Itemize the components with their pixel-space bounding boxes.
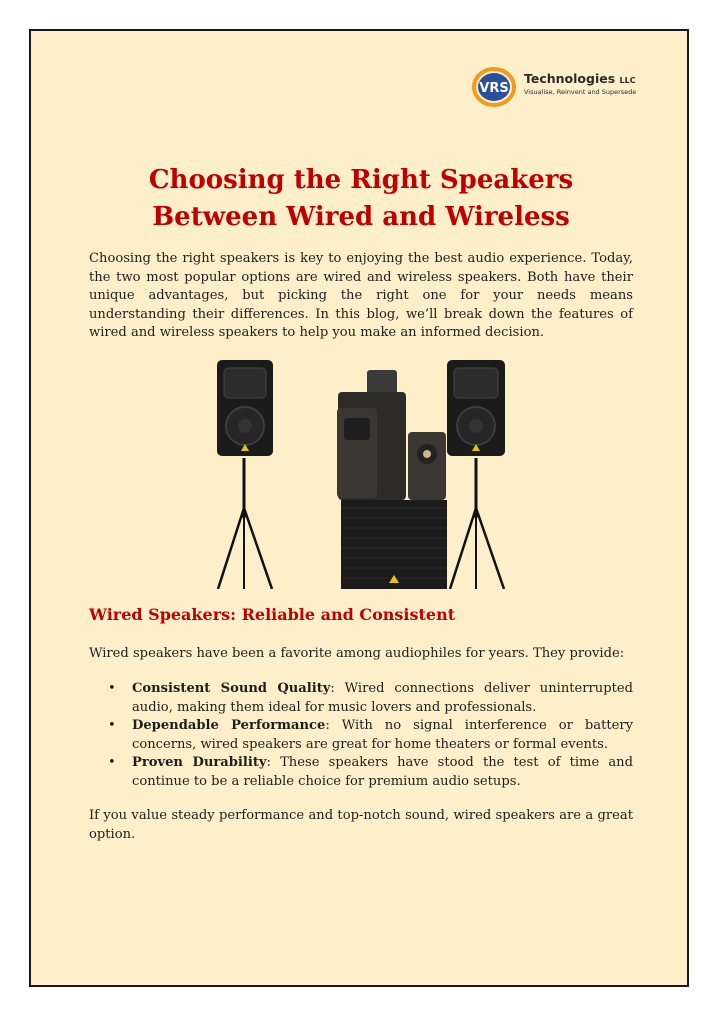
speakers-image [214, 358, 506, 589]
company-logo [472, 65, 662, 109]
center-speakers-icon [337, 370, 447, 589]
vrs-logo-mark-icon [472, 65, 522, 109]
bullet-icon: • [108, 718, 116, 733]
list-item: • Dependable Performance: With no signal interference or battery concerns, wired speakers are great for home theaters or formal events. [108, 718, 634, 752]
left-speaker-icon [217, 360, 273, 589]
bullet-icon: • [108, 681, 116, 696]
right-speaker-icon [447, 360, 505, 589]
page [29, 29, 689, 987]
logo-company-name: Technologies LLC [524, 71, 636, 86]
section-heading: Wired Speakers: Reliable and Consistent [89, 605, 456, 624]
bullet-icon: • [108, 755, 116, 770]
list-item: • Consistent Sound Quality: Wired connections deliver uninterrupted audio, making them ideal for music lovers and professionals. [108, 681, 633, 715]
logo-tagline: Visualise, Reinvent and Supersede [524, 88, 637, 96]
section-lead: Wired speakers have been a favorite among audiophiles for years. They provide: [89, 646, 625, 661]
closing-paragraph: If you value steady performance and top-notch sound, wired speakers are a great option. [89, 808, 633, 842]
svg-text:VRS: VRS [479, 81, 509, 96]
list-item: • Proven Durability: These speakers have stood the test of time and continue to be a reliable choice for premium audio setups. [108, 755, 633, 789]
feature-list [89, 680, 633, 791]
intro-paragraph: Choosing the right speakers is key to enjoying the best audio experience. Today, the two most popular options are wired and wireless speakers. Both have their unique advantages, but picking the right one for your needs means understanding their differences. In this blog, we’ll break down the features of wired and wireless speakers to help you make an informed decision. [89, 251, 633, 340]
article-title: Choosing the Right Speakers Between Wired and Wireless [148, 165, 574, 232]
